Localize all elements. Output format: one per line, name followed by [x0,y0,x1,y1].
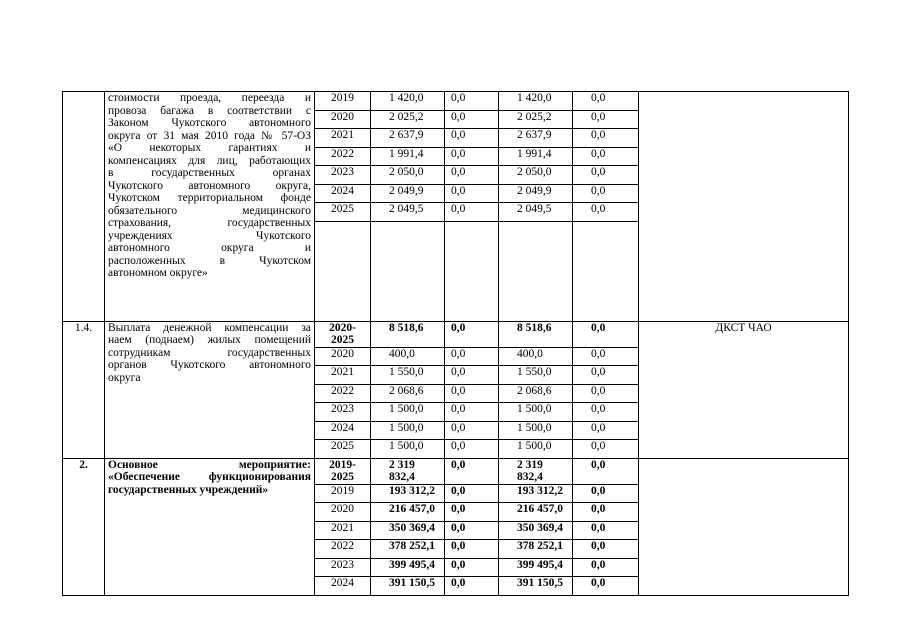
regional-amount: 399 495,4 [499,558,573,577]
other-amount: 0,0 [573,521,639,540]
total-amount: 1 991,4 [371,147,445,166]
other-amount: 0,0 [573,484,639,503]
description-line: автономного округа и [108,242,311,254]
index-cell: 1.4. [63,321,105,458]
other-amount: 0,0 [573,92,639,111]
other-amount: 0,0 [573,366,639,385]
description-line: стоимости проезда, переезда и [108,92,311,104]
regional-amount: 1 500,0 [499,421,573,440]
total-amount: 2 319 832,4 [371,458,445,484]
description-cell [105,92,315,322]
year-cell: 2023 [315,403,371,422]
description-line: наем (поднаем) жилых помещений [108,334,311,346]
federal-amount: 0,0 [445,321,499,347]
description-line: государственных учреждений» [108,483,269,496]
total-amount: 193 312,2 [371,484,445,503]
regional-amount: 2 025,2 [499,110,573,129]
other-amount: 0,0 [573,347,639,366]
federal-amount: 0,0 [445,540,499,559]
year-cell [315,321,371,347]
description-line: учреждениях Чукотского [108,229,311,242]
federal-amount: 0,0 [445,347,499,366]
table-row [63,92,849,111]
total-amount: 2 025,2 [371,110,445,129]
year-range-end: 2025 [331,334,354,346]
total-amount: 1 500,0 [371,403,445,422]
total-amount: 1 500,0 [371,440,445,459]
other-amount: 0,0 [573,321,639,347]
table-row [63,321,849,347]
year-cell: 2022 [315,540,371,559]
year-cell: 2022 [315,384,371,403]
regional-amount: 2 068,6 [499,384,573,403]
other-amount: 0,0 [573,129,639,148]
regional-amount: 216 457,0 [499,503,573,522]
other-amount: 0,0 [573,110,639,129]
year-cell: 2023 [315,166,371,185]
year-cell: 2021 [315,521,371,540]
other-amount: 0,0 [573,540,639,559]
index-cell: 2. [63,458,105,595]
total-amount: 400,0 [371,347,445,366]
description-line: провоза багажа в соответствии с [108,104,311,117]
year-cell: 2019 [315,484,371,503]
year-cell: 2023 [315,558,371,577]
empty-cell [445,221,499,321]
description-line: органов Чукотского автономного [108,359,311,371]
year-cell [315,458,371,484]
total-amount: 2 637,9 [371,129,445,148]
description-line: Чукотского автономного округа, [108,179,311,192]
year-cell: 2024 [315,421,371,440]
year-cell: 2021 [315,366,371,385]
description-line: Чукотском территориальном фонде [108,192,311,204]
year-cell: 2025 [315,203,371,222]
executor-cell [639,458,849,595]
federal-amount: 0,0 [445,440,499,459]
federal-amount: 0,0 [445,503,499,522]
federal-amount: 0,0 [445,166,499,185]
other-amount: 0,0 [573,421,639,440]
description-line: Основное мероприятие: [108,458,311,471]
federal-amount: 0,0 [445,147,499,166]
other-amount: 0,0 [573,147,639,166]
other-amount: 0,0 [573,558,639,577]
regional-amount: 400,0 [499,347,573,366]
regional-amount: 350 369,4 [499,521,573,540]
federal-amount: 0,0 [445,403,499,422]
description-line: обязательного медицинского [108,204,311,217]
description-line: «Обеспечение функционирования [108,471,311,483]
description-cell [105,458,315,595]
regional-amount: 378 252,1 [499,540,573,559]
other-amount: 0,0 [573,166,639,185]
federal-amount: 0,0 [445,203,499,222]
description-line: компенсациях для лиц, работающих [108,154,311,167]
total-amount: 350 369,4 [371,521,445,540]
regional-amount: 2 319 832,4 [499,458,573,484]
year-cell: 2021 [315,129,371,148]
other-amount: 0,0 [573,184,639,203]
federal-amount: 0,0 [445,184,499,203]
federal-amount: 0,0 [445,92,499,111]
year-cell: 2022 [315,147,371,166]
description-line: расположенных в Чукотском [108,254,311,267]
federal-amount: 0,0 [445,366,499,385]
regional-amount: 2 637,9 [499,129,573,148]
federal-amount: 0,0 [445,577,499,596]
description-line: сотрудникам государственных [108,346,311,359]
federal-amount: 0,0 [445,484,499,503]
federal-amount: 0,0 [445,110,499,129]
total-amount: 2 049,5 [371,203,445,222]
total-amount: 216 457,0 [371,503,445,522]
description-line: «О некоторых гарантиях и [108,142,311,154]
total-amount: 391 150,5 [371,577,445,596]
federal-amount: 0,0 [445,558,499,577]
other-amount: 0,0 [573,403,639,422]
total-amount: 2 050,0 [371,166,445,185]
empty-cell [371,221,445,321]
total-amount: 8 518,6 [371,321,445,347]
description-cell [105,321,315,458]
year-range-start: 2020- [329,321,356,334]
year-cell: 2024 [315,184,371,203]
year-range-start: 2019- [329,458,356,471]
regional-amount: 2 050,0 [499,166,573,185]
total-amount: 1 420,0 [371,92,445,111]
other-amount: 0,0 [573,577,639,596]
regional-amount: 2 049,5 [499,203,573,222]
regional-amount: 1 550,0 [499,366,573,385]
empty-cell [499,221,573,321]
year-cell: 2020 [315,347,371,366]
regional-amount: 1 991,4 [499,147,573,166]
total-amount: 378 252,1 [371,540,445,559]
federal-amount: 0,0 [445,421,499,440]
regional-amount: 2 049,9 [499,184,573,203]
total-amount: 2 068,6 [371,384,445,403]
regional-amount: 391 150,5 [499,577,573,596]
federal-amount: 0,0 [445,129,499,148]
budget-table [62,91,849,596]
other-amount: 0,0 [573,440,639,459]
federal-amount: 0,0 [445,384,499,403]
year-cell: 2020 [315,503,371,522]
other-amount: 0,0 [573,384,639,403]
year-cell: 2024 [315,577,371,596]
description-line: округа от 31 мая 2010 года № 57-ОЗ [108,129,311,142]
table-row [63,458,849,484]
executor-cell [639,92,849,322]
regional-amount: 1 500,0 [499,403,573,422]
total-amount: 2 049,9 [371,184,445,203]
regional-amount: 1 500,0 [499,440,573,459]
description-line: автономном округе» [108,267,208,279]
federal-amount: 0,0 [445,521,499,540]
total-amount: 1 550,0 [371,366,445,385]
index-cell [63,92,105,322]
year-cell: 2020 [315,110,371,129]
federal-amount: 0,0 [445,458,499,484]
other-amount: 0,0 [573,203,639,222]
executor-cell: ДКСТ ЧАО [639,321,849,458]
empty-cell [315,221,371,321]
total-amount: 399 495,4 [371,558,445,577]
regional-amount: 1 420,0 [499,92,573,111]
description-line: Выплата денежной компенсации за [108,321,311,334]
description-line: в государственных органах [108,167,311,179]
other-amount: 0,0 [573,458,639,484]
description-line: страхования, государственных [108,217,311,229]
year-cell: 2025 [315,440,371,459]
description-line: округа [108,371,141,384]
regional-amount: 8 518,6 [499,321,573,347]
empty-cell [573,221,639,321]
year-cell: 2019 [315,92,371,111]
other-amount: 0,0 [573,503,639,522]
regional-amount: 193 312,2 [499,484,573,503]
year-range-end: 2025 [331,471,354,483]
description-line: Законом Чукотского автономного [108,117,311,129]
total-amount: 1 500,0 [371,421,445,440]
